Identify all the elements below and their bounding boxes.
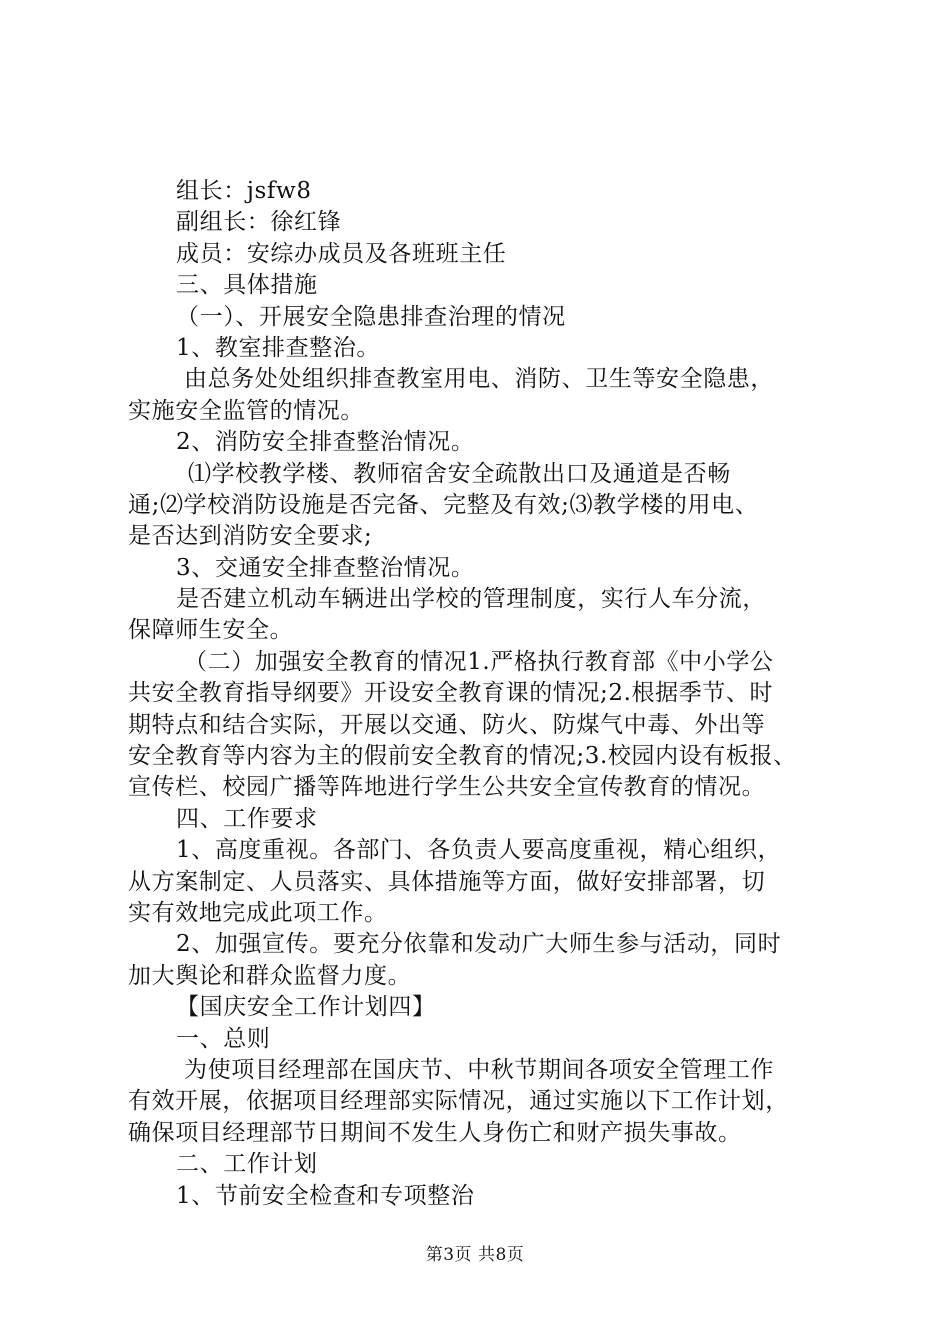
text-line: （二）加强安全教育的情况1.严格执行教育部《中小学公 bbox=[184, 648, 774, 675]
text-line: 保障师生安全。 bbox=[128, 617, 294, 644]
text-line: 二、工作计划 bbox=[176, 1151, 318, 1178]
text-line: 有效开展，依据项目经理部实际情况，通过实施以下工作计划， bbox=[128, 1088, 789, 1115]
text-line: 实有效地完成此项工作。 bbox=[128, 899, 388, 926]
text-line: （一）、开展安全隐患排查治理的情况 bbox=[176, 303, 566, 330]
text-line: 2、加强宣传。要充分依靠和发动广大师生参与活动，同时 bbox=[176, 931, 782, 958]
text-line: ⑴学校教学楼、教师宿舍安全疏散出口及通道是否畅 bbox=[188, 460, 731, 487]
text-line: 加大舆论和群众监督力度。 bbox=[128, 962, 412, 989]
text-line: 为使项目经理部在国庆节、中秋节期间各项安全管理工作 bbox=[184, 1056, 774, 1083]
text-line: 副组长：徐红锋 bbox=[176, 209, 342, 236]
text-line: 组长：jsfw8 bbox=[176, 178, 312, 204]
page-footer: 第3页 共8页 bbox=[425, 1245, 525, 1265]
text-line: 确保项目经理部节日期间不发生人身伤亡和财产损失事故。 bbox=[128, 1119, 742, 1146]
text-line: 共安全教育指导纲要》开设安全教育课的情况;2.根据季节、时 bbox=[128, 680, 774, 707]
text-line: 通;⑵学校消防设施是否完备、完整及有效;⑶教学楼的用电、 bbox=[128, 491, 759, 518]
text-line: 宣传栏、校园广播等阵地进行学生公共安全宣传教育的情况。 bbox=[128, 774, 766, 801]
text-line: 期特点和结合实际，开展以交通、防火、防煤气中毒、外出等 bbox=[128, 711, 766, 738]
text-line: 1、节前安全检查和专项整治 bbox=[176, 1182, 475, 1209]
text-line: 安全教育等内容为主的假前安全教育的情况;3.校园内设有板报、 bbox=[128, 743, 797, 770]
text-line: 1、高度重视。各部门、各负责人要高度重视，精心组织， bbox=[176, 837, 782, 864]
text-line: 2、消防安全排查整治情况。 bbox=[176, 429, 475, 456]
text-line: 3、交通安全排查整治情况。 bbox=[176, 554, 475, 581]
text-line: 1、教室排查整治。 bbox=[176, 334, 381, 361]
text-line: 四、工作要求 bbox=[176, 805, 318, 832]
text-line: 是否建立机动车辆进出学校的管理制度，实行人车分流， bbox=[176, 586, 766, 613]
text-line: 【国庆安全工作计划四】 bbox=[176, 994, 436, 1021]
text-line: 从方案制定、人员落实、具体措施等方面，做好安排部署，切 bbox=[128, 868, 766, 895]
text-line: 三、具体措施 bbox=[176, 272, 318, 299]
text-line: 一、总则 bbox=[176, 1025, 271, 1052]
text-line: 是否达到消防安全要求; bbox=[128, 523, 373, 550]
document-body bbox=[128, 176, 828, 1212]
text-line: 由总务处处组织排查教室用电、消防、卫生等安全隐患， bbox=[184, 366, 774, 393]
text-line: 实施安全监管的情况。 bbox=[128, 397, 364, 424]
text-line: 成员：安综办成员及各班班主任 bbox=[176, 240, 507, 267]
